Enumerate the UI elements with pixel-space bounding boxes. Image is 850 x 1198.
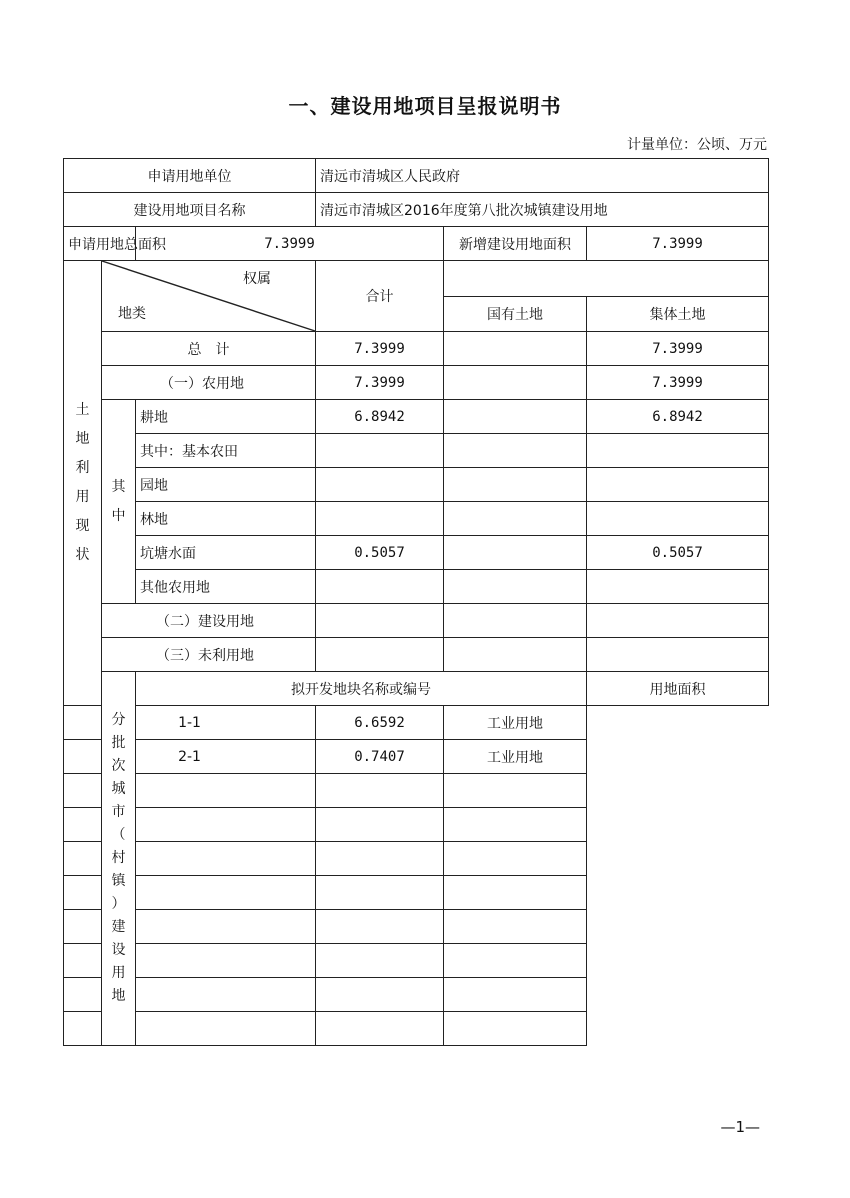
parcel-area (316, 910, 444, 944)
ownership-blank-cell (444, 261, 769, 297)
total-sum: 7.3999 (316, 332, 444, 366)
batch-row (64, 978, 769, 1012)
parcel-name (64, 978, 316, 1012)
sub-row (64, 536, 769, 570)
construction-row (64, 604, 769, 638)
parcel-use (444, 876, 587, 910)
parcel-area-header: 用地面积 (587, 672, 769, 706)
new-area-value: 7.3999 (587, 227, 769, 261)
parcel-name: 1-1 (64, 706, 316, 740)
total-label: 总 计 (102, 332, 316, 366)
batch-section-label: 分 批 次 城 市 （ 村 镇 ） 建 设 用 地 (102, 672, 136, 1046)
parcel-area (316, 842, 444, 876)
batch-row (64, 774, 769, 808)
sub-state (444, 502, 587, 536)
parcel-use (444, 1012, 587, 1046)
state-land-header: 国有土地 (444, 296, 587, 332)
sub-sum: 0.5057 (316, 536, 444, 570)
category-header: 地类 (118, 306, 146, 322)
sub-state (444, 570, 587, 604)
batch-row (64, 808, 769, 842)
sub-collective: 0.5057 (587, 536, 769, 570)
batch-row (64, 944, 769, 978)
construction-collective (587, 604, 769, 638)
among-label: 其 中 (102, 400, 136, 604)
project-row (64, 193, 769, 227)
sub-label: 耕地 (136, 400, 316, 434)
sub-collective (587, 434, 769, 468)
parcel-area: 6.6592 (316, 706, 444, 740)
parcel-area: 0.7407 (316, 740, 444, 774)
batch-row (64, 1012, 769, 1046)
sub-row (64, 400, 769, 434)
sub-state (444, 536, 587, 570)
batch-row (64, 842, 769, 876)
parcel-name (64, 1012, 316, 1046)
parcel-name: 2-1 (64, 740, 316, 774)
batch-row (64, 876, 769, 910)
page-title: 一、建设用地项目呈报说明书 (288, 94, 562, 118)
land-use-header-row-1 (64, 261, 769, 297)
parcel-name-header: 拟开发地块名称或编号 (136, 672, 587, 706)
total-area-value: 7.3999 (136, 227, 444, 261)
construction-sum (316, 604, 444, 638)
sub-label: 其中：基本农田 (136, 434, 316, 468)
sub-row (64, 468, 769, 502)
sub-label: 其他农用地 (136, 570, 316, 604)
unused-sum (316, 638, 444, 672)
batch-row (64, 740, 769, 774)
sub-collective (587, 570, 769, 604)
sum-header: 合计 (316, 261, 444, 332)
agri-collective: 7.3999 (587, 366, 769, 400)
sub-sum (316, 468, 444, 502)
new-area-label: 新增建设用地面积 (444, 227, 587, 261)
agri-row (64, 366, 769, 400)
applicant-row (64, 159, 769, 193)
parcel-name (64, 842, 316, 876)
parcel-area (316, 944, 444, 978)
parcel-area (316, 978, 444, 1012)
sub-state (444, 434, 587, 468)
unused-state (444, 638, 587, 672)
total-state (444, 332, 587, 366)
parcel-area (316, 774, 444, 808)
parcel-area (316, 808, 444, 842)
parcel-use: 工业用地 (444, 706, 587, 740)
parcel-name (64, 876, 316, 910)
ownership-header: 权属 (243, 271, 271, 287)
parcel-area (316, 876, 444, 910)
construction-state (444, 604, 587, 638)
unused-collective (587, 638, 769, 672)
batch-row (64, 706, 769, 740)
construction-label: （二）建设用地 (102, 604, 316, 638)
project-label: 建设用地项目名称 (64, 193, 316, 227)
parcel-use (444, 910, 587, 944)
agri-sum: 7.3999 (316, 366, 444, 400)
applicant-label: 申请用地单位 (64, 159, 316, 193)
batch-row (64, 910, 769, 944)
parcel-name (64, 808, 316, 842)
land-use-section-label: 土 地 利 用 现 状 (64, 261, 102, 706)
parcel-use: 工业用地 (444, 740, 587, 774)
parcel-name (64, 910, 316, 944)
sub-state (444, 400, 587, 434)
parcel-name (64, 774, 316, 808)
parcel-area (316, 1012, 444, 1046)
total-row (64, 332, 769, 366)
parcel-use (444, 808, 587, 842)
sub-label: 园地 (136, 468, 316, 502)
total-area-label: 申请用地总面积 (64, 227, 136, 261)
page-number: —1— (720, 1118, 760, 1136)
sub-sum (316, 570, 444, 604)
unused-label: （三）未利用地 (102, 638, 316, 672)
sub-collective: 6.8942 (587, 400, 769, 434)
sub-label: 林地 (136, 502, 316, 536)
applicant-value: 清远市清城区人民政府 (316, 159, 769, 193)
sub-row (64, 502, 769, 536)
total-collective: 7.3999 (587, 332, 769, 366)
parcel-use (444, 774, 587, 808)
parcel-name (64, 944, 316, 978)
application-table (63, 158, 769, 1046)
batch-header-row (64, 672, 769, 706)
sub-sum (316, 502, 444, 536)
sub-collective (587, 468, 769, 502)
agri-label: （一）农用地 (102, 366, 316, 400)
sub-row (64, 434, 769, 468)
sub-collective (587, 502, 769, 536)
unused-row (64, 638, 769, 672)
sub-sum (316, 434, 444, 468)
diagonal-header-cell (102, 261, 316, 332)
parcel-use (444, 944, 587, 978)
agri-state (444, 366, 587, 400)
project-value: 清远市清城区2016年度第八批次城镇建设用地 (316, 193, 769, 227)
sub-row (64, 570, 769, 604)
sub-sum: 6.8942 (316, 400, 444, 434)
parcel-use (444, 978, 587, 1012)
area-summary-row (64, 227, 769, 261)
sub-label: 坑塘水面 (136, 536, 316, 570)
collective-land-header: 集体土地 (587, 296, 769, 332)
parcel-use (444, 842, 587, 876)
unit-label: 计量单位：公顷、万元 (627, 137, 767, 153)
sub-state (444, 468, 587, 502)
